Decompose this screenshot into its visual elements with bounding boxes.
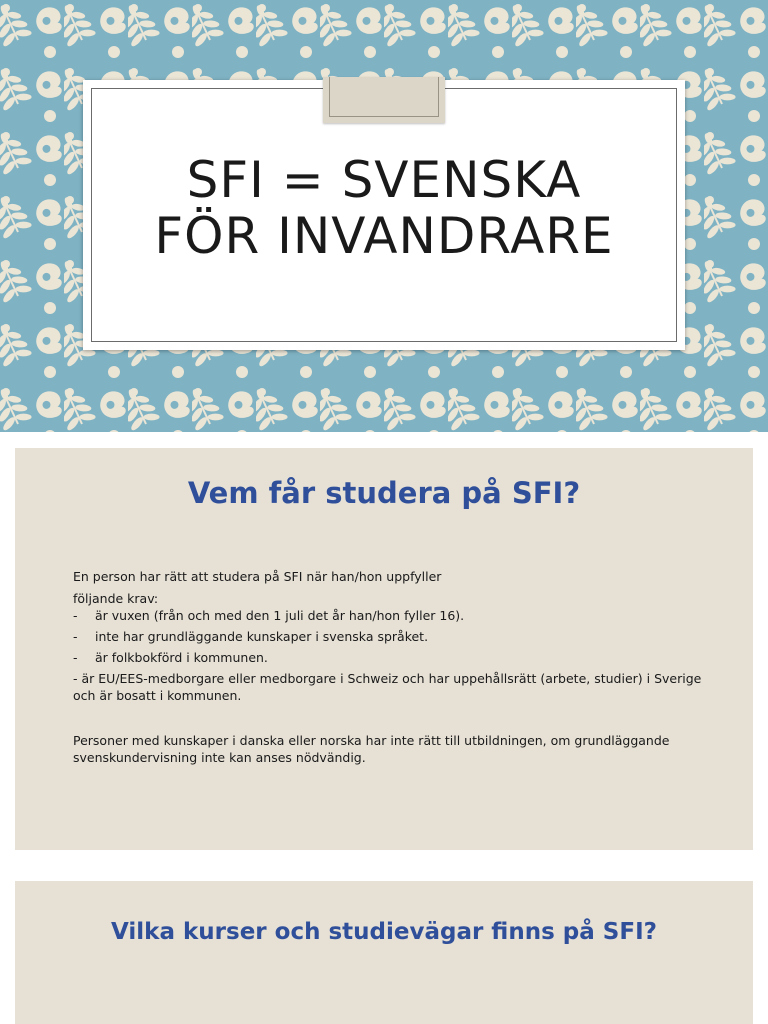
note-text: Personer med kunskaper i danska eller norska har inte rätt till utbildningen, om grundläggande svenskundervisning inte kan anses nödvändig. — [73, 733, 670, 765]
slide-heading: Vem får studera på SFI? — [187, 476, 581, 510]
title-card-tab — [323, 77, 445, 123]
slide-title: SFI = SVENSKA FÖR INVANDRARE — [154, 151, 614, 265]
dash-bullet: - — [73, 608, 78, 623]
slide-heading: Vilka kurser och studievägar finns på SFI? — [111, 919, 657, 945]
requirement-text: är vuxen (från och med den 1 juli det år han/hon fyller 16). — [95, 608, 465, 623]
intro-text: En person har rätt att studera på SFI när han/hon uppfyller — [73, 569, 442, 584]
content-slide — [15, 448, 753, 850]
requirement-text: inte har grundläggande kunskaper i svenska språket. — [95, 629, 429, 644]
dash-bullet: - — [73, 650, 78, 665]
slide-body — [73, 568, 723, 766]
content-slide-partial — [15, 881, 753, 1024]
title-slide — [0, 0, 768, 432]
intro-text-continued: följande krav: — [73, 591, 159, 606]
requirement-item — [73, 607, 723, 624]
requirement-text: är EU/EES-medborgare eller medborgare i Schweiz och har uppehållsrätt (arbete, studier) i Sverige och är bosatt i kommunen. — [73, 671, 702, 703]
requirement-item — [73, 670, 723, 704]
requirement-text: är folkbokförd i kommunen. — [95, 650, 268, 665]
requirement-item — [73, 628, 723, 645]
title-card — [83, 80, 685, 350]
requirement-item — [73, 649, 723, 666]
dash-bullet: - — [73, 671, 78, 686]
dash-bullet: - — [73, 629, 78, 644]
